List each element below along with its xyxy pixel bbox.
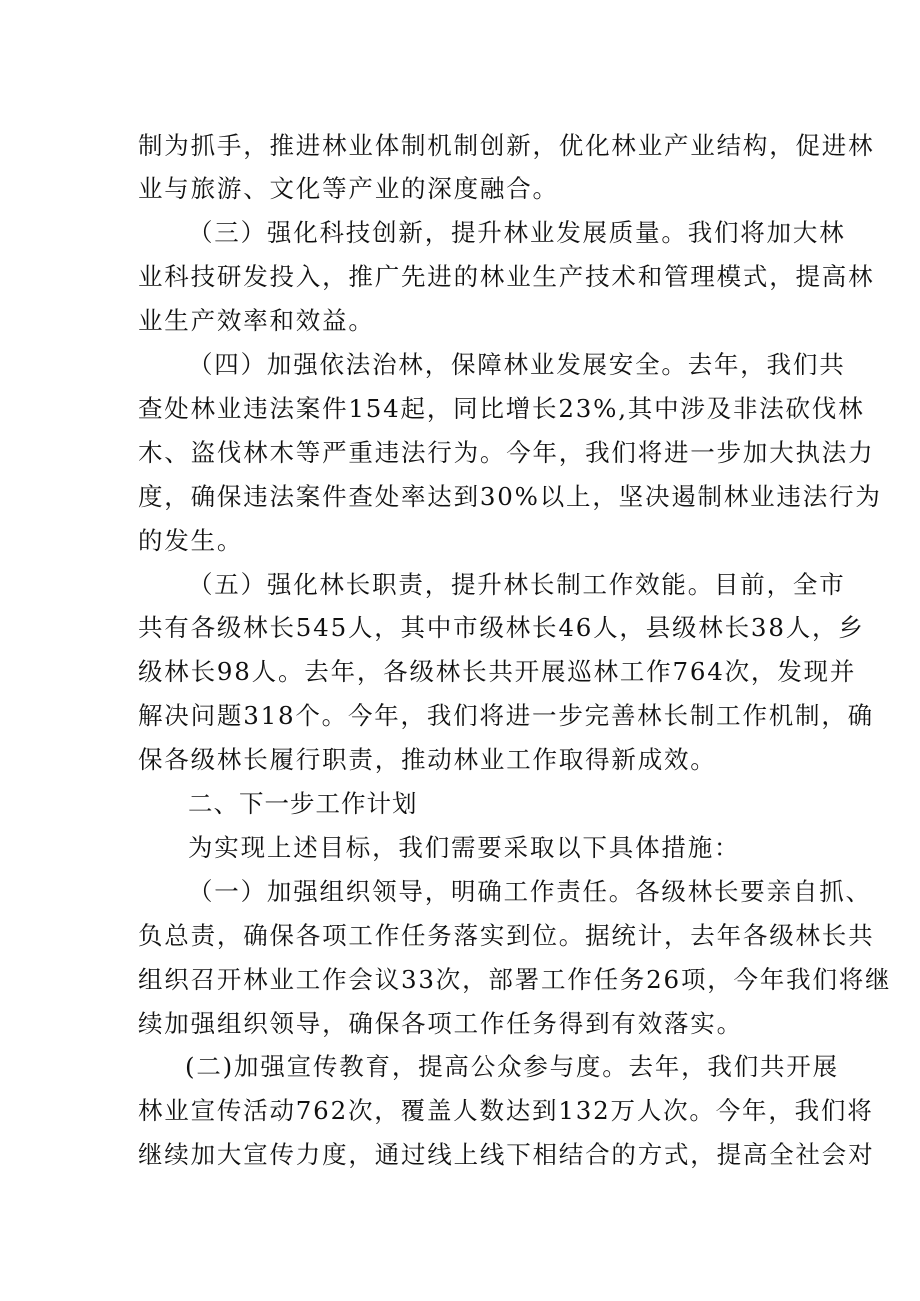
chapter-heading: 二、下一步工作计划 [188,789,418,818]
section-heading-3: （三）强化科技创新，提升林业发展质量。我们将加大林 [188,218,846,247]
section-heading-4: （四）加强依法治林，保障林业发展安全。去年，我们共 [188,350,846,379]
section-heading-1: （一）加强组织领导，明确工作责任。各级林长要亲自抓、 [188,877,872,906]
text-line: 的发生。 [138,526,244,555]
text-line: 业生产效率和效益。 [138,306,375,335]
text-line: 级林长98人。去年，各级林长共开展巡林工作764次，发现并 [138,657,857,686]
text-line: 共有各级林长545人，其中市级林长46人，县级林长38人，乡 [138,613,865,642]
text-line: 负总责，确保各项工作任务落实到位。据统计，去年各级林长共 [138,921,875,950]
text-line: 度，确保违法案件查处率达到30%以上，坚决遏制林业违法行为 [138,482,882,511]
text-line: 组织召开林业工作会议33次，部署工作任务26项，今年我们将继 [138,965,892,994]
text-line: 解决问题318个。今年，我们将进一步完善林长制工作机制，确 [138,701,874,730]
section-heading-5: （五）强化林长职责，提升林长制工作效能。目前，全市 [188,570,846,599]
text-line: 制为抓手，推进林业体制机制创新，优化林业产业结构，促进林 [138,131,875,160]
text-line: 林业宣传活动762次，覆盖人数达到132万人次。今年，我们将 [138,1096,874,1125]
text-line: 木、盗伐林木等严重违法行为。今年，我们将进一步加大执法力 [138,438,875,467]
text-line: 业与旅游、文化等产业的深度融合。 [138,174,559,203]
text-line: 业科技研发投入，推广先进的林业生产技术和管理模式，提高林 [138,262,875,291]
section-heading-2: (二)加强宣传教育，提高公众参与度。去年，我们共开展 [185,1052,839,1081]
text-line: 查处林业违法案件154起，同比增长23%,其中涉及非法砍伐林 [138,394,865,423]
text-line: 继续加大宣传力度，通过线上线下相结合的方式，提高全社会对 [138,1140,875,1169]
text-line: 续加强组织领导，确保各项工作任务得到有效落实。 [138,1009,743,1038]
text-line: 为实现上述目标，我们需要采取以下具体措施： [188,833,741,862]
text-line: 保各级林长履行职责，推动林业工作取得新成效。 [138,745,717,774]
